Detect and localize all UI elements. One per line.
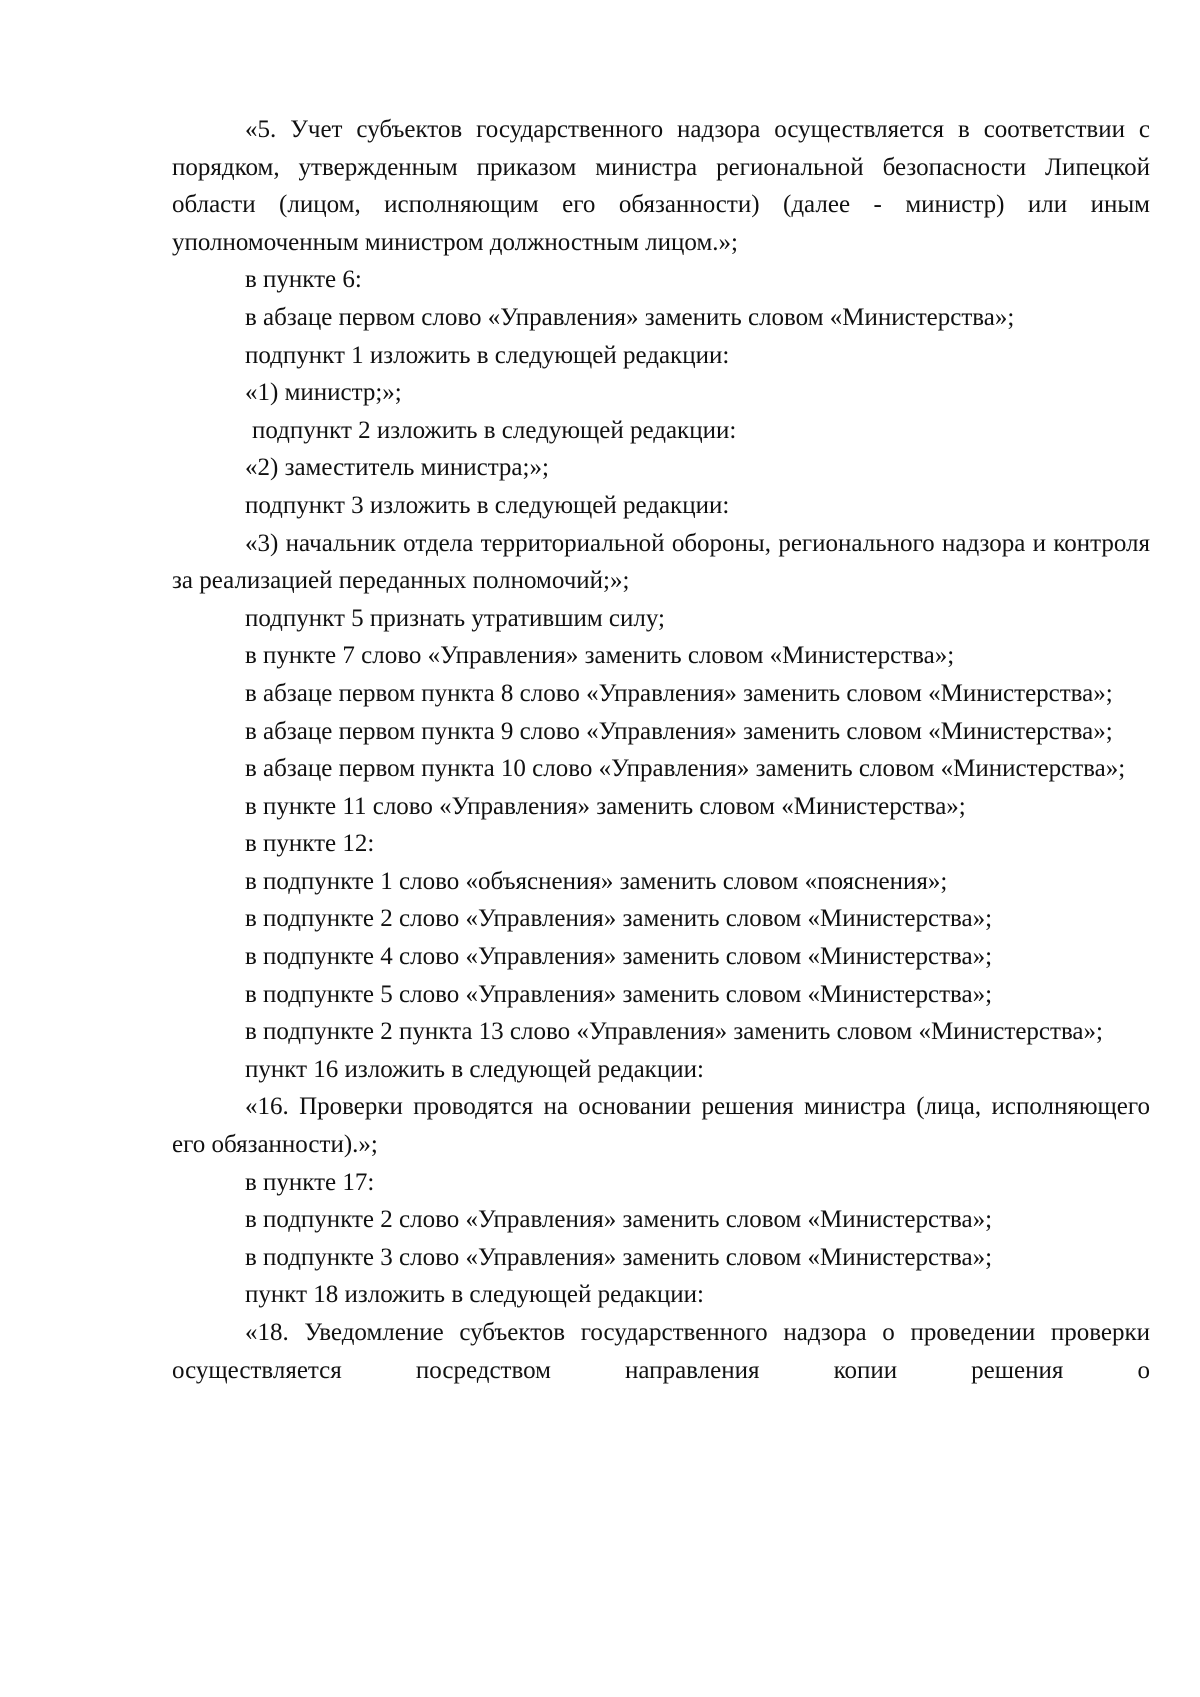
paragraph-point-8: в абзаце первом пункта 8 слово «Управления» заменить словом «Министерства»; bbox=[245, 679, 1113, 707]
paragraph-subpoint-2: подпункт 2 изложить в следующей редакции: bbox=[252, 416, 737, 444]
paragraph-point-12-sub-5: в подпункте 5 слово «Управления» заменить словом «Министерства»; bbox=[245, 980, 993, 1008]
paragraph-point-9: в абзаце первом пункта 9 слово «Управления» заменить словом «Министерства»; bbox=[245, 717, 1113, 745]
paragraph-point-12-sub-1: в подпункте 1 слово «объяснения» заменить словом «пояснения»; bbox=[245, 867, 948, 895]
paragraph-point-10: в абзаце первом пункта 10 слово «Управления» заменить словом «Министерства»; bbox=[245, 755, 1126, 783]
document-page bbox=[172, 111, 1150, 1389]
paragraph-point-17-sub-3: в подпункте 3 слово «Управления» заменить словом «Министерства»; bbox=[245, 1243, 993, 1271]
paragraph-point-6: в пункте 6: bbox=[245, 266, 362, 294]
paragraph-point-6-abzac: в абзаце первом слово «Управления» заменить словом «Министерства»; bbox=[245, 303, 1015, 331]
paragraph-point-13: в подпункте 2 пункта 13 слово «Управления» заменить словом «Министерства»; bbox=[245, 1018, 1103, 1046]
paragraph-subpoint-1-text: «1) министр;»; bbox=[245, 379, 402, 407]
paragraph-subpoint-5: подпункт 5 признать утратившим силу; bbox=[245, 604, 665, 632]
paragraph-point-18-text: «18. Уведомление субъектов государственного надзора о проведении проверки осуществляется посредством направления копии решения о bbox=[172, 1319, 1150, 1384]
paragraph-subpoint-3: подпункт 3 изложить в следующей редакции: bbox=[245, 491, 730, 519]
paragraph-subpoint-2-text: «2) заместитель министра;»; bbox=[245, 454, 549, 482]
paragraph-subpoint-1: подпункт 1 изложить в следующей редакции: bbox=[245, 341, 730, 369]
paragraph-point-11: в пункте 11 слово «Управления» заменить словом «Министерства»; bbox=[245, 792, 966, 820]
paragraph-point-12-sub-2: в подпункте 2 слово «Управления» заменить словом «Министерства»; bbox=[245, 905, 993, 933]
paragraph-point-18: пункт 18 изложить в следующей редакции: bbox=[245, 1281, 704, 1309]
paragraph-point-17: в пункте 17: bbox=[245, 1168, 375, 1196]
paragraph-clause-5: «5. Учет субъектов государственного надзора осуществляется в соответствии с порядком, утвержденным приказом министра региональной безопасности Липецкой области (лицом, исполняющим его обязанности) (далее - министр) или иным уполномоченным министром должностным лицом.»; bbox=[172, 116, 1150, 256]
paragraph-point-17-sub-2: в подпункте 2 слово «Управления» заменить словом «Министерства»; bbox=[245, 1206, 993, 1234]
paragraph-subpoint-3-text: «3) начальник отдела территориальной обороны, регионального надзора и контроля за реализацией переданных полномочий;»; bbox=[172, 529, 1150, 595]
paragraph-point-16: пункт 16 изложить в следующей редакции: bbox=[245, 1055, 704, 1083]
paragraph-point-16-text: «16. Проверки проводятся на основании решения министра (лица, исполняющего его обязанности).»; bbox=[172, 1093, 1150, 1159]
paragraph-point-7: в пункте 7 слово «Управления» заменить словом «Министерства»; bbox=[245, 642, 955, 670]
paragraph-point-12-sub-4: в подпункте 4 слово «Управления» заменить словом «Министерства»; bbox=[245, 943, 993, 971]
paragraph-point-12: в пункте 12: bbox=[245, 830, 375, 858]
